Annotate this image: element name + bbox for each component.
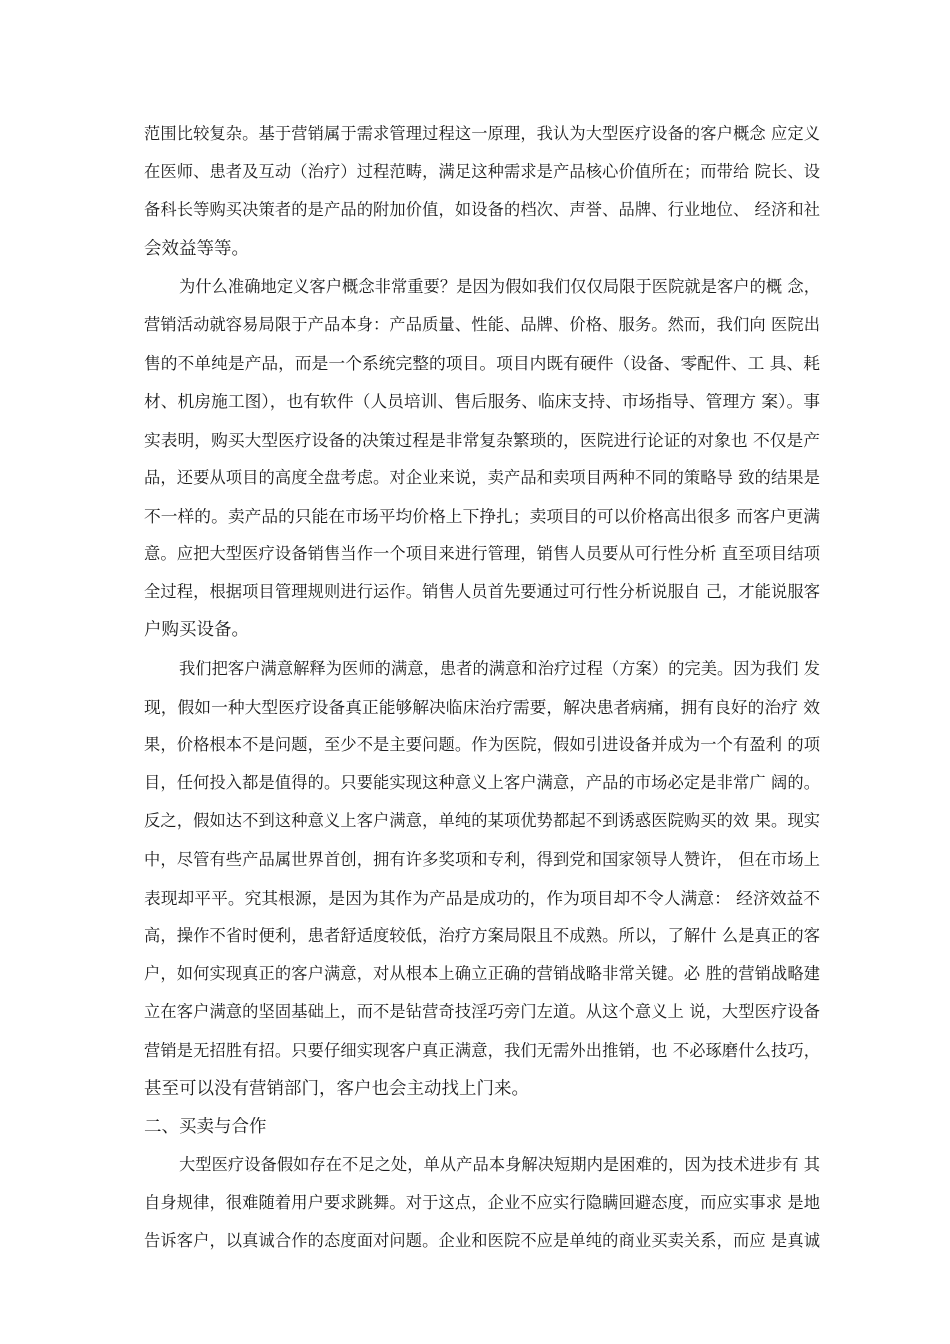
text-line: 营销是无招胜有招。只要仔细实现客户真正满意，我们无需外出推销，也 不必琢磨什么技巧，	[144, 1040, 820, 1060]
text-line: 意。应把大型医疗设备销售当作一个项目来进行管理，销售人员要从可行性分析 直至项目结项	[144, 544, 820, 564]
text-line: 备科长等购买决策者的是产品的附加价值，如设备的档次、声誉、品牌、行业地位、 经济和社	[144, 200, 820, 220]
text-line: 材、机房施工图），也有软件（人员培训、售后服务、临床支持、市场指导、管理方 案）。事	[144, 391, 820, 412]
paragraph	[144, 115, 820, 268]
text-line: 为什么准确地定义客户概念非常重要？是因为假如我们仅仅局限于医院就是客户的概 念，	[179, 276, 820, 296]
text-line: 告诉客户，以真诚合作的态度面对问题。企业和医院不应是单纯的商业买卖关系，而应 是真诚	[144, 1231, 820, 1251]
text-line: 户购买设备。	[144, 620, 249, 641]
text-line: 立在客户满意的坚固基础上，而不是钻营奇技淫巧旁门左道。从这个意义上 说，大型医疗设备	[144, 1002, 820, 1022]
text-line: 大型医疗设备假如存在不足之处，单从产品本身解决短期内是困难的，因为技术进步有 其	[179, 1155, 820, 1175]
text-line: 自身规律，很难随着用户要求跳舞。对于这点，企业不应实行隐瞒回避态度，而应实事求 是地	[144, 1193, 820, 1213]
paragraph	[144, 650, 820, 1108]
text-line: 反之，假如达不到这种意义上客户满意，单纯的某项优势都起不到诱惑医院购买的效 果。现实	[144, 811, 820, 831]
paragraph	[144, 268, 820, 650]
text-line: 品，还要从项目的高度全盘考虑。对企业来说，卖产品和卖项目两种不同的策略导 致的结果是	[144, 467, 820, 487]
text-line: 高，操作不省时便利，患者舒适度较低，治疗方案局限且不成熟。所以，了解什 么是真正的客	[144, 925, 820, 945]
text-line: 全过程，根据项目管理规则进行运作。销售人员首先要通过可行性分析说服自 己，才能说服客	[144, 582, 820, 602]
text-line: 范围比较复杂。基于营销属于需求管理过程这一原理，我认为大型医疗设备的客户概念 应定义	[144, 124, 820, 143]
text-line: 实表明，购买大型医疗设备的决策过程是非常复杂繁琐的，医院进行论证的对象也 不仅是产	[144, 429, 820, 450]
section-heading	[144, 1108, 820, 1146]
text-line: 不一样的。卖产品的只能在市场平均价格上下挣扎；卖项目的可以价格高出很多 而客户更满	[144, 505, 820, 526]
section-heading-text: 二、买卖与合作	[144, 1116, 267, 1137]
paragraph	[144, 1146, 820, 1261]
text-line: 中，尽管有些产品属世界首创，拥有许多奖项和专利，得到党和国家领导人赞许， 但在市场上	[144, 849, 820, 869]
text-line: 目，任何投入都是值得的。只要能实现这种意义上客户满意，产品的市场必定是非常广 阔的。	[144, 773, 820, 793]
document-body	[144, 115, 820, 1261]
text-line: 甚至可以没有营销部门，客户也会主动找上门来。	[144, 1078, 529, 1099]
text-line: 售的不单纯是产品，而是一个系统完整的项目。项目内既有硬件（设备、零配件、工 具、耗	[144, 353, 820, 374]
text-line: 在医师、患者及互动（治疗）过程范畴，满足这种需求是产品核心价值所在；而带给 院长、设	[144, 162, 820, 182]
text-line: 会效益等等。	[144, 238, 249, 259]
text-line: 果，价格根本不是问题，至少不是主要问题。作为医院，假如引进设备并成为一个有盈利 的项	[144, 735, 820, 754]
text-line: 营销活动就容易局限于产品本身：产品质量、性能、品牌、价格、服务。然而，我们向 医院出	[144, 314, 820, 334]
text-line: 户，如何实现真正的客户满意，对从根本上确立正确的营销战略非常关键。必 胜的营销战略建	[144, 964, 820, 984]
text-line: 现，假如一种大型医疗设备真正能够解决临床治疗需要，解决患者病痛，拥有良好的治疗 效	[144, 696, 820, 717]
text-line: 表现却平平。究其根源，是因为其作为产品是成功的，作为项目却不令人满意： 经济效益不	[144, 887, 820, 908]
text-line: 我们把客户满意解释为医师的满意，患者的满意和治疗过程（方案）的完美。因为我们 发	[179, 658, 820, 678]
